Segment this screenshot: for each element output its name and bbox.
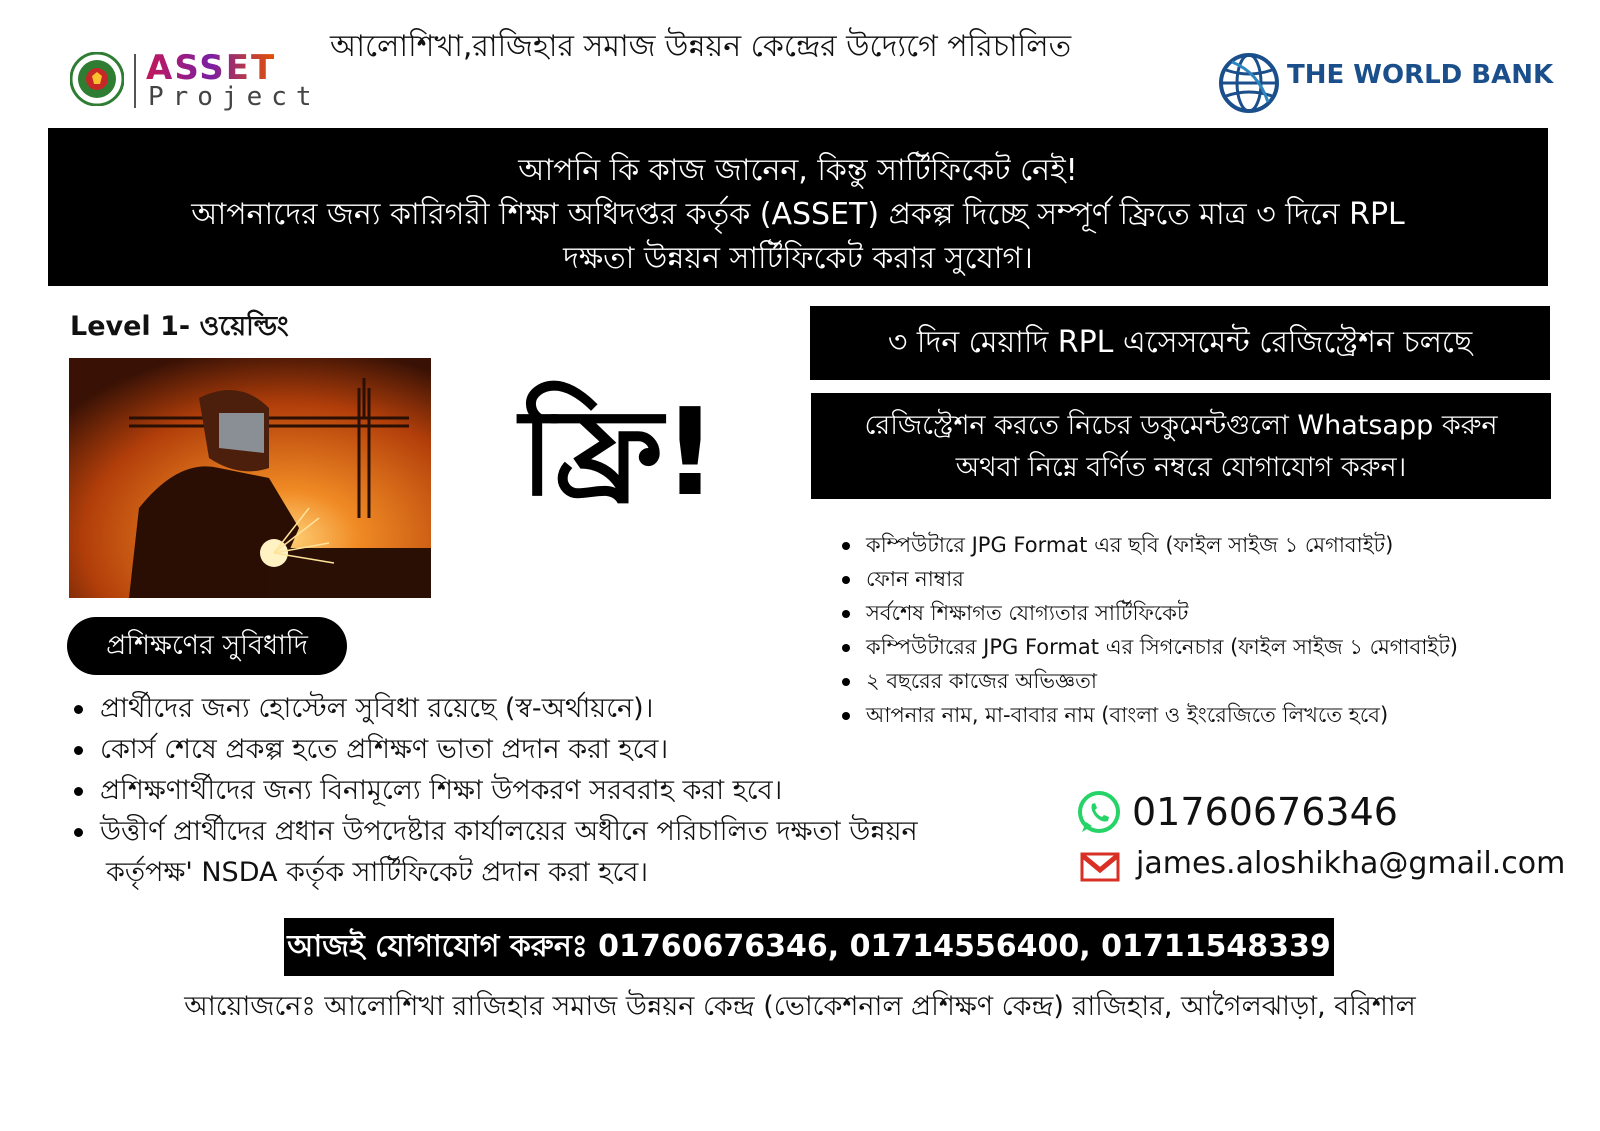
banner-line-1: আপনি কি কাজ জানেন, কিন্তু সার্টিফিকেট নেই! <box>518 153 1078 188</box>
world-bank-logo-text: THE WORLD BANK <box>1287 60 1554 90</box>
instruction-line-2: অথবা নিম্নে বর্ণিত নম্বরে যোগাযোগ করুন। <box>955 452 1407 483</box>
contact-numbers-bar: আজই যোগাযোগ করুনঃ 01760676346, 01714556400, 01711548339 <box>284 918 1334 976</box>
whatsapp-icon <box>1076 790 1122 836</box>
bangladesh-govt-seal-icon <box>70 52 124 106</box>
banner-line-2: আপনাদের জন্য কারিগরী শিক্ষা অধিদপ্তর কর্তৃক (ASSET) প্রকল্প দিচ্ছে সম্পূর্ণ ফ্রিতে মাত্র ৩ দিনে RPL <box>191 197 1405 232</box>
email-address[interactable]: james.aloshikha@gmail.com <box>1136 846 1566 881</box>
list-item: কম্পিউটারের JPG Format এর সিগনেচার (ফাইল সাইজ ১ মেগাবাইট) <box>838 630 1558 664</box>
logo-divider <box>134 54 136 108</box>
list-item: প্রার্থীদের জন্য হোস্টেল সুবিধা রয়েছে (স্ব-অর্থায়নে)। <box>70 688 1030 729</box>
list-item: কম্পিউটারে JPG Format এর ছবি (ফাইল সাইজ ১ মেগাবাইট) <box>838 528 1558 562</box>
list-item: ২ বছরের কাজের অভিজ্ঞতা <box>838 664 1558 698</box>
instruction-line-1: রেজিস্ট্রেশন করতে নিচের ডকুমেন্টগুলো Whatsapp করুন <box>864 410 1498 441</box>
organizer-heading: আলোশিখা,রাজিহার সমাজ উন্নয়ন কেন্দ্রের উদ্যেগে পরিচালিত <box>330 29 1072 64</box>
free-badge-text: ফ্রি! <box>520 384 718 523</box>
list-item-continuation: কর্তৃপক্ষ' NSDA কর্তৃক সার্টিফিকেট প্রদান করা হবে। <box>106 857 649 888</box>
welding-photo <box>69 358 431 598</box>
required-documents-list <box>838 528 1558 732</box>
list-item: আপনার নাম, মা-বাবার নাম (বাংলা ও ইংরেজিতে লিখতে হবে) <box>838 698 1558 732</box>
intro-banner <box>48 128 1548 286</box>
benefits-heading: প্রশিক্ষণের সুবিধাদি <box>67 617 347 675</box>
gmail-icon <box>1080 852 1120 882</box>
world-bank-globe-icon <box>1218 52 1280 114</box>
registration-instruction-box <box>811 393 1551 499</box>
list-item: উত্তীর্ণ প্রার্থীদের প্রধান উপদেষ্টার কার্যালয়ের অধীনে পরিচালিত দক্ষতা উন্নয়ন <box>70 811 1030 852</box>
list-item: প্রশিক্ষণার্থীদের জন্য বিনামূল্যে শিক্ষা উপকরণ সরবরাহ করা হবে। <box>70 770 1030 811</box>
list-item: কোর্স শেষে প্রকল্প হতে প্রশিক্ষণ ভাতা প্রদান করা হবে। <box>70 729 1030 770</box>
banner-line-3: দক্ষতা উন্নয়ন সার্টিফিকেট করার সুযোগ। <box>563 241 1033 276</box>
rpl-registration-heading: ৩ দিন মেয়াদি RPL এসেসমেন্ট রেজিস্ট্রেশন চলছে <box>810 306 1550 380</box>
project-logo-text: Project <box>148 82 321 112</box>
list-item: ফোন নাম্বার <box>838 562 1558 596</box>
list-item: সর্বশেষ শিক্ষাগত যোগ্যতার সার্টিফিকেট <box>838 596 1558 630</box>
whatsapp-number[interactable]: 01760676346 <box>1132 790 1398 834</box>
asset-logo-text: ASSET <box>146 48 277 88</box>
organizer-footer: আয়োজনেঃ আলোশিখা রাজিহার সমাজ উন্নয়ন কেন্দ্র (ভোকেশনাল প্রশিক্ষণ কেন্দ্র) রাজিহার, আগৈলঝাড়া, বরিশাল <box>184 991 1416 1022</box>
course-level-title: Level 1- ওয়েল্ডিং <box>70 311 289 342</box>
